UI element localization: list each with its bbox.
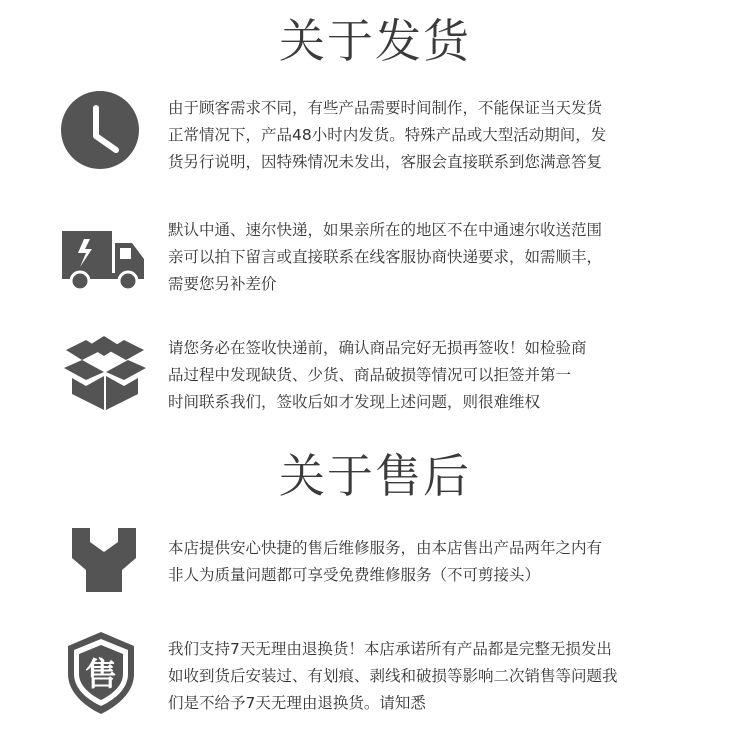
- shield-badge-char: 售: [84, 655, 118, 693]
- text-line: 请您务必在签收快递前，确认商品完好无损再签收！如检验商: [168, 339, 587, 357]
- text-line: 由于顾客需求不同，有些产品需要时间制作，不能保证当天发货: [168, 99, 603, 117]
- after-sales-repair-text: [168, 535, 698, 589]
- after-sales-return-text: [168, 636, 698, 717]
- open-box-icon: [60, 332, 150, 422]
- text-line: 如收到货后安装过、有划痕、剥线和破损等影响二次销售等问题我: [168, 667, 618, 685]
- wrench-icon: [60, 518, 150, 608]
- text-line: 默认中通、速尔快递，如果亲所在的地区不在中通速尔收送范围: [168, 221, 603, 239]
- shipping-courier-text: [168, 217, 698, 298]
- text-line: 品过程中发现缺货、少货、商品破损等情况可以拒签并第一: [168, 366, 572, 384]
- shipping-processing-text: [168, 95, 698, 176]
- text-line: 需要您另补差价: [168, 275, 277, 293]
- text-line: 时间联系我们，签收后如才发现上述问题，则很难维权: [168, 393, 541, 411]
- text-line: 亲可以拍下留言或直接联系在线客服协商快递要求，如需顺丰，: [168, 248, 603, 266]
- shipping-section-title: 关于发货: [279, 14, 471, 68]
- clock-icon: [60, 90, 150, 180]
- shipping-inspection-text: [168, 335, 698, 416]
- delivery-truck-icon: [60, 215, 150, 305]
- text-line: 正常情况下，产品48小时内发货。特殊产品或大型活动期间，发: [168, 126, 607, 144]
- after-sales-shield-icon: [60, 628, 150, 718]
- text-line: 货另行说明，因特殊情况未发出，客服会直接联系到您满意答复: [168, 153, 603, 171]
- text-line: 我们支持7天无理由退换货！本店承诺所有产品都是完整无损发出: [168, 640, 612, 658]
- text-line: 们是不给予7天无理由退换货。请知悉: [168, 694, 426, 712]
- text-line: 非人为质量问题都可享受免费维修服务（不可剪接头）: [168, 566, 541, 584]
- text-line: 本店提供安心快捷的售后维修服务，由本店售出产品两年之内有: [168, 539, 603, 557]
- after-sales-section-title: 关于售后: [279, 449, 471, 503]
